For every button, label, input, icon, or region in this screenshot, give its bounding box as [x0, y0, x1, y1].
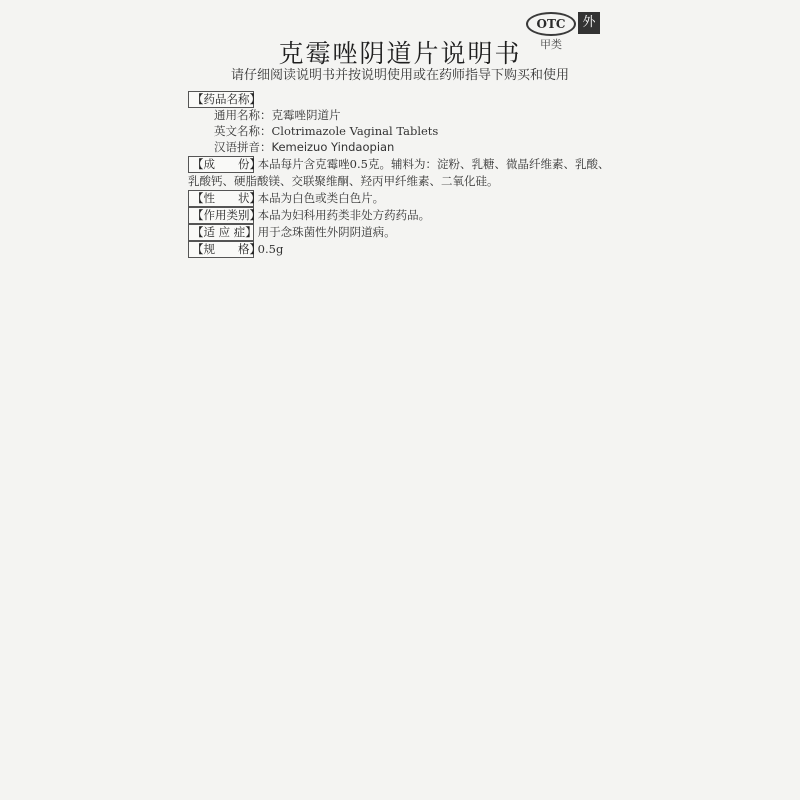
- label-spec: 【规 格】: [188, 241, 254, 258]
- label-name: 【药品名称】: [188, 91, 254, 108]
- otc-external-mark: 外: [578, 12, 600, 34]
- category-value: 本品为妇科用药类非处方药药品。: [257, 208, 431, 222]
- otc-class: 甲类: [540, 38, 562, 51]
- section-composition: [188, 155, 609, 173]
- otc-label: OTC: [526, 12, 576, 36]
- document-title: 克霉唑阴道片说明书: [278, 39, 522, 68]
- section-category: [188, 206, 430, 224]
- otc-badge: [526, 12, 616, 51]
- label-composition: 【成 份】: [188, 156, 254, 173]
- section-character: [188, 189, 384, 207]
- character-value: 本品为白色或类白色片。: [257, 191, 385, 205]
- label-category: 【作用类别】: [188, 207, 254, 224]
- section-spec: [188, 240, 283, 258]
- label-indication: 【适 应 症】: [188, 224, 254, 241]
- composition-line2: 乳酸钙、硬脂酸镁、交联聚维酮、羟丙甲纤维素、二氧化硅。: [188, 174, 499, 188]
- indication-value: 用于念珠菌性外阴阴道病。: [257, 225, 396, 239]
- spec-value: 0.5g: [257, 242, 284, 256]
- pinyin-name: 汉语拼音：Kemeizuo Yindaopian: [214, 140, 395, 154]
- document-subtitle: 请仔细阅读说明书并按说明使用或在药师指导下购买和使用: [230, 68, 569, 83]
- generic-name: 通用名称：克霉唑阴道片: [214, 108, 341, 122]
- english-name: 英文名称：Clotrimazole Vaginal Tablets: [214, 124, 439, 138]
- composition-line1: 本品每片含克霉唑0.5克。辅料为：淀粉、乳糖、微晶纤维素、乳酸、: [257, 157, 610, 171]
- label-character: 【性 状】: [188, 190, 254, 207]
- section-indication: [188, 223, 396, 241]
